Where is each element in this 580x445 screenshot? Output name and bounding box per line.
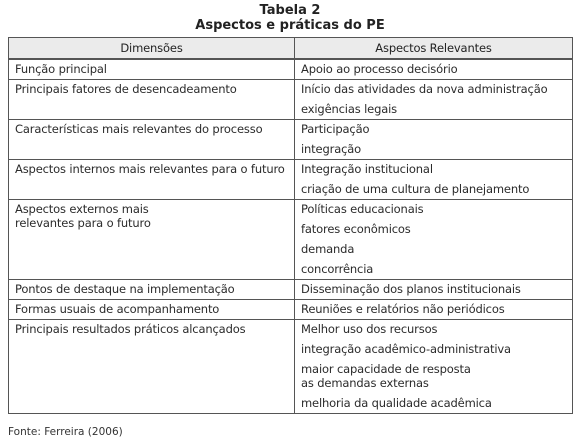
aspects-cell (295, 120, 573, 160)
dimension-cell (9, 300, 295, 320)
header-row (9, 38, 573, 60)
dimension-text: Características mais relevantes do processo (15, 122, 263, 136)
aspect-text: demanda (301, 242, 355, 256)
dimension-cell (9, 200, 295, 280)
dimension-cell (9, 120, 295, 160)
aspects-cell (295, 320, 573, 414)
dimension-cell (9, 59, 295, 80)
table-number: Tabela 2 (259, 3, 321, 18)
aspect-text: Políticas educacionais (301, 202, 424, 216)
aspects-cell (295, 300, 573, 320)
aspect-text: as demandas externas (301, 376, 429, 390)
aspect-text: exigências legais (301, 102, 398, 116)
aspects-cell (295, 59, 573, 80)
table-row (9, 160, 573, 200)
aspects-cell (295, 160, 573, 200)
table-row (9, 120, 573, 160)
dimension-text: Aspectos internos mais relevantes para o futuro (15, 162, 285, 176)
aspect-text: concorrência (301, 262, 374, 276)
table-row (9, 320, 573, 414)
dimension-text: Função principal (15, 62, 107, 76)
aspect-text: integração acadêmico-administrativa (301, 342, 511, 356)
aspects-cell (295, 200, 573, 280)
dimension-text: Pontos de destaque na implementação (15, 282, 235, 296)
table-title: Aspectos e práticas do PE (195, 18, 385, 33)
dimension-cell (9, 320, 295, 414)
aspect-text: maior capacidade de resposta (301, 362, 471, 376)
aspect-text: fatores econômicos (301, 222, 411, 236)
dimension-text: Formas usuais de acompanhamento (15, 302, 220, 316)
aspects-cell (295, 280, 573, 300)
aspect-text: Melhor uso dos recursos (301, 322, 438, 336)
aspect-text: integração (301, 142, 362, 156)
aspect-text: melhoria da qualidade acadêmica (301, 396, 492, 410)
dimension-text: relevantes para o futuro (15, 216, 151, 230)
table-row (9, 280, 573, 300)
dimension-text: Principais fatores de desencadeamento (15, 82, 237, 96)
table-row (9, 300, 573, 320)
dimension-text: Aspectos externos mais (15, 202, 149, 216)
aspects-cell (295, 80, 573, 120)
header-relevant-aspects: Aspectos Relevantes (295, 38, 573, 60)
table-row (9, 200, 573, 280)
header-dimensions: Dimensões (9, 38, 295, 60)
source-note: Fonte: Ferreira (2006) (8, 426, 123, 438)
table-row (9, 59, 573, 80)
aspect-text: Reuniões e relatórios não periódicos (301, 302, 505, 316)
aspect-text: Apoio ao processo decisório (301, 62, 458, 76)
dimension-text: Principais resultados práticos alcançados (15, 322, 246, 336)
dimension-cell (9, 160, 295, 200)
table-row (9, 80, 573, 120)
aspect-text: criação de uma cultura de planejamento (301, 182, 530, 196)
aspects-table (8, 37, 573, 414)
aspect-text: Início das atividades da nova administração (301, 82, 548, 96)
aspect-text: Participação (301, 122, 370, 136)
dimension-cell (9, 280, 295, 300)
table-caption (0, 0, 580, 33)
aspect-text: Integração institucional (301, 162, 433, 176)
dimension-cell (9, 80, 295, 120)
aspect-text: Disseminação dos planos institucionais (301, 282, 521, 296)
